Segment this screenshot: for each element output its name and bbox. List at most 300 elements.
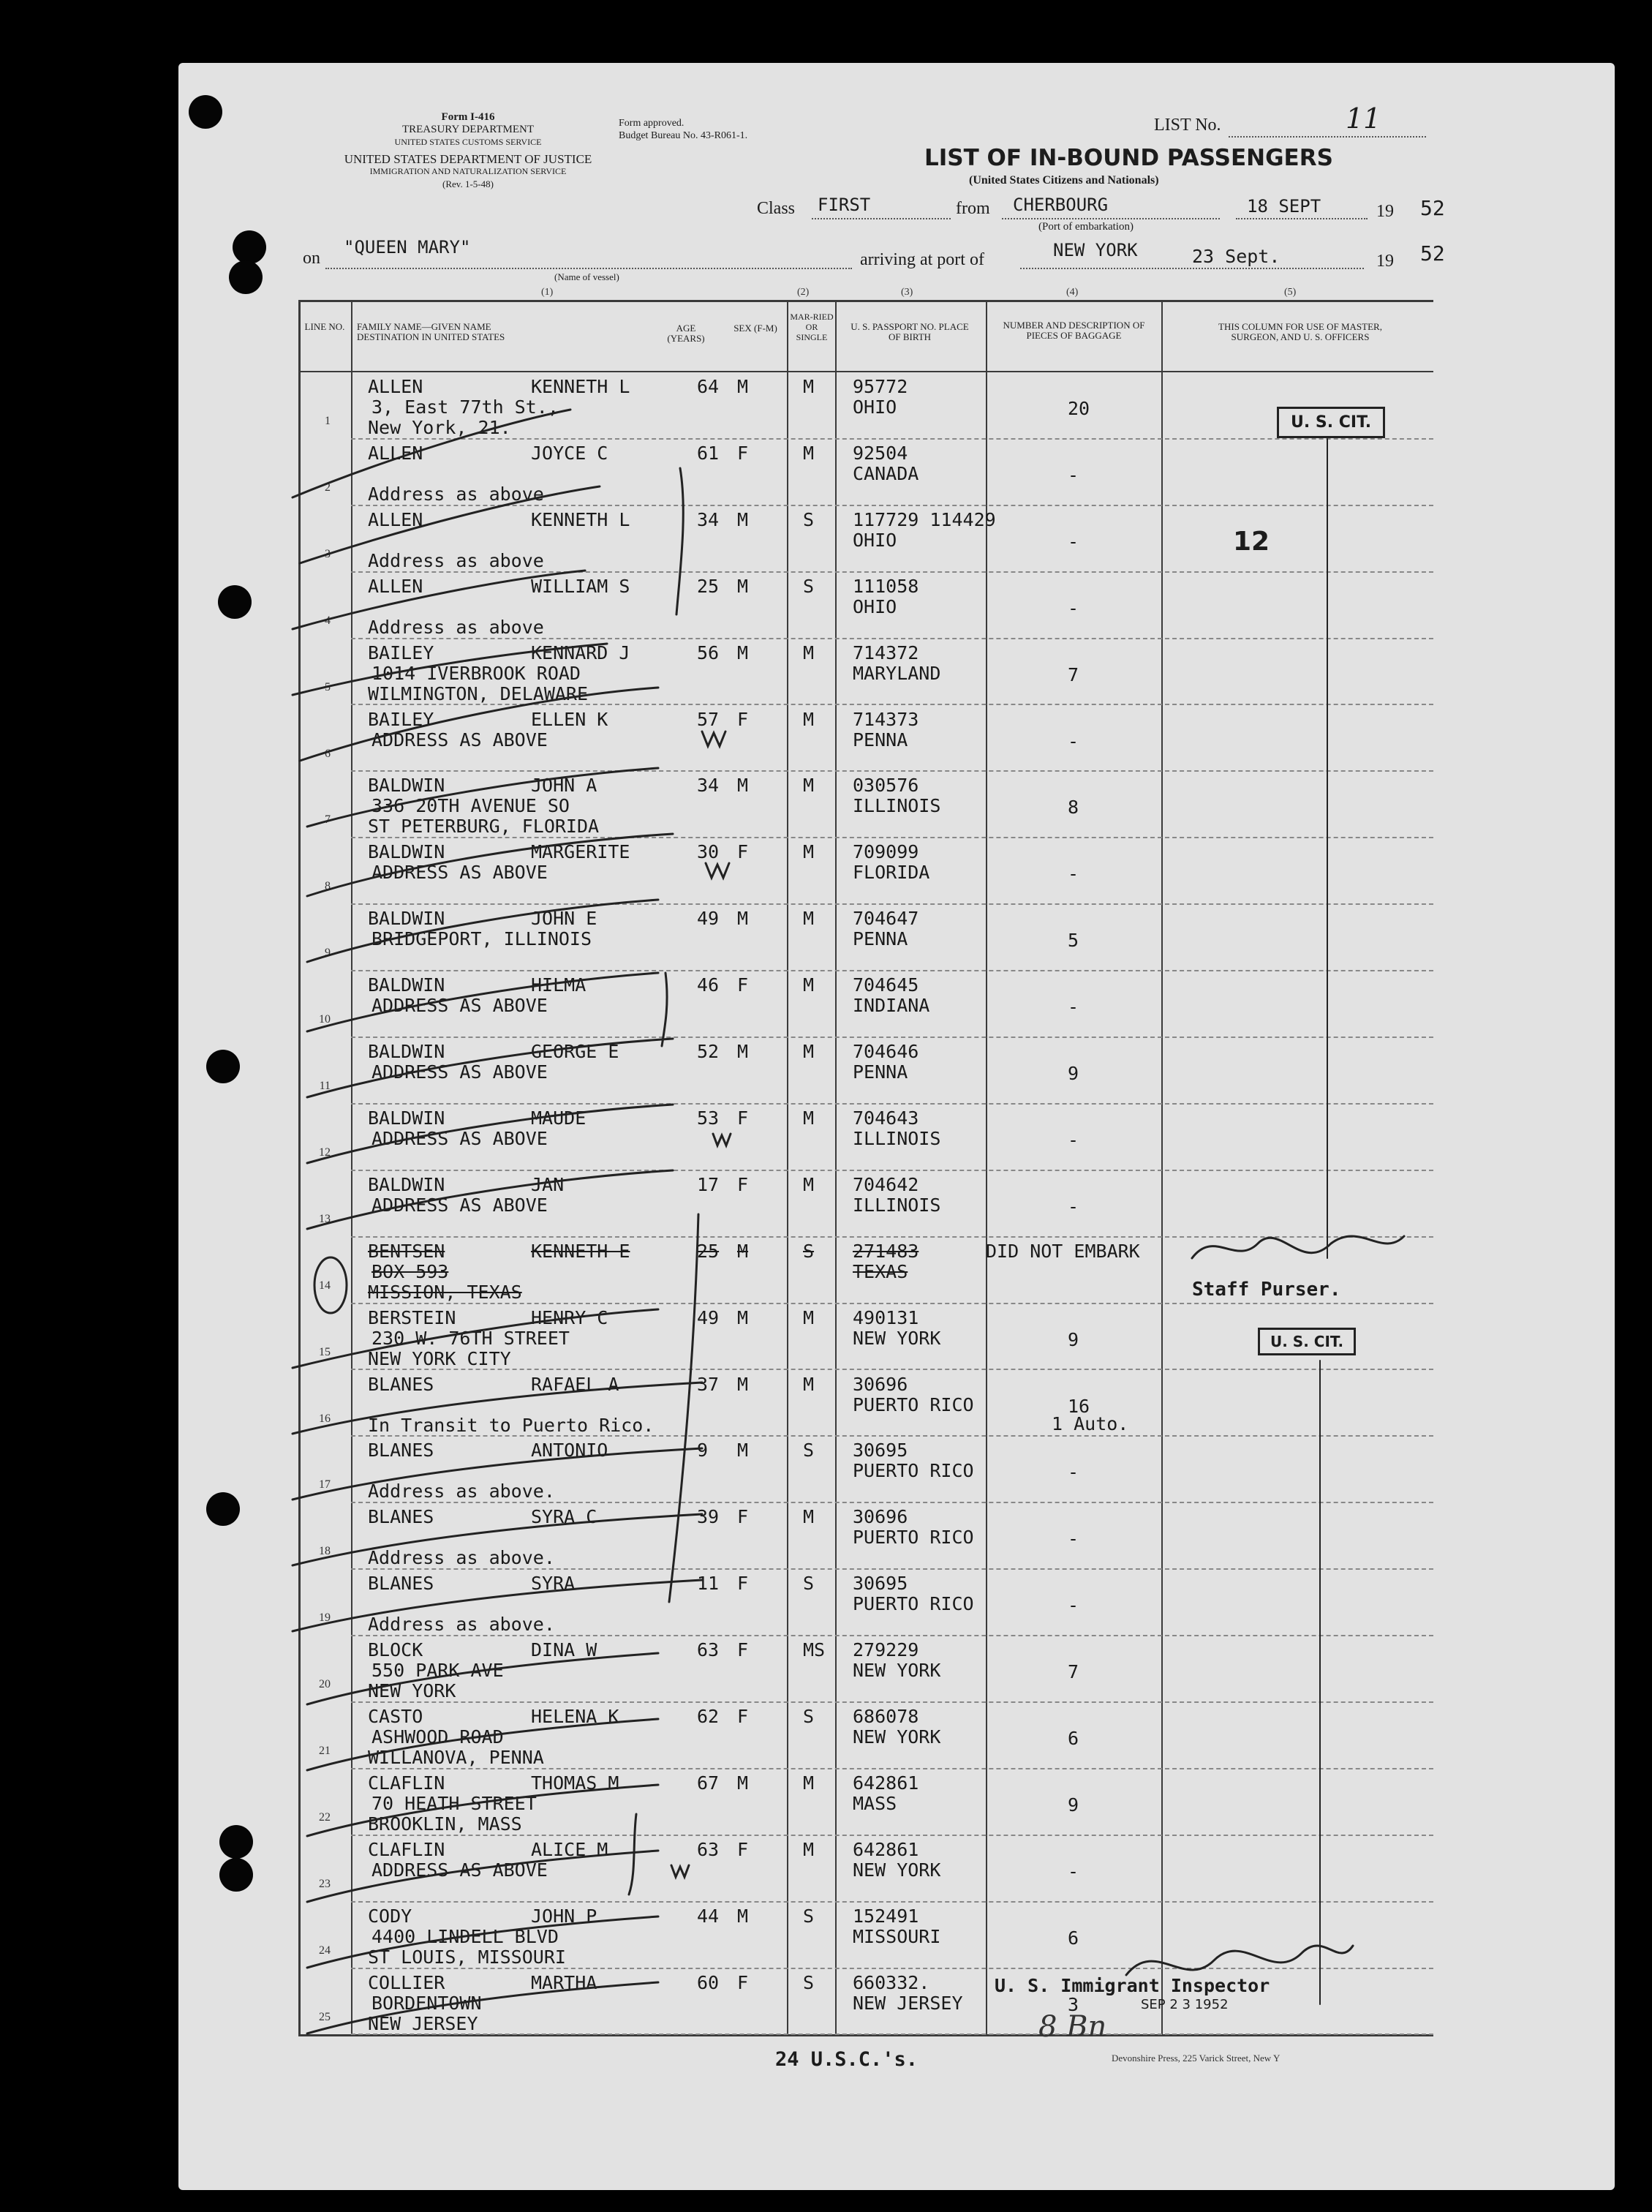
table-row: [298, 1835, 1433, 1902]
us-citizen-stamp-2: U. S. CIT.: [1258, 1328, 1356, 1355]
age: 44: [697, 1905, 720, 1927]
table-border-top: [298, 300, 1433, 302]
baggage: 9: [1068, 1063, 1079, 1084]
port-embark-caption: (Port of embarkation): [1038, 221, 1134, 233]
us-citizen-stamp: U. S. CIT.: [1277, 407, 1385, 438]
vessel-name: "QUEEN MARY": [344, 237, 471, 257]
birthplace: TEXAS: [853, 1260, 908, 1282]
passport-number: 30696: [853, 1373, 908, 1395]
col-number-2: (2): [797, 287, 810, 298]
baggage: -: [1068, 996, 1079, 1018]
line-number: 24: [319, 1944, 331, 1957]
line-number: 19: [319, 1611, 331, 1625]
passport-number: 117729 114429: [853, 508, 996, 530]
age: 62: [697, 1706, 720, 1727]
passport-number: 714373: [853, 708, 919, 730]
age: 63: [697, 1639, 720, 1661]
age: 56: [697, 642, 720, 663]
table-row: [298, 1104, 1433, 1170]
marital-status: S: [803, 1905, 815, 1927]
passport-number: 704647: [853, 908, 919, 930]
surname: BALDWIN: [368, 908, 445, 930]
surname: BENTSEN: [368, 1240, 445, 1262]
surname: BLANES: [368, 1373, 434, 1395]
sex: M: [737, 508, 749, 530]
age: 49: [697, 1306, 720, 1328]
address-line-1: 336 20TH AVENUE SO: [371, 795, 570, 817]
sex: F: [737, 974, 749, 996]
table-row: [298, 1769, 1433, 1835]
table-row: [298, 904, 1433, 971]
treasury-label: TREASURY DEPARTMENT: [401, 124, 535, 135]
sex: M: [737, 1306, 749, 1328]
marital-status: S: [803, 575, 815, 597]
surname: ALLEN: [368, 442, 423, 464]
punch-hole: [229, 260, 263, 294]
table-row: [298, 1037, 1433, 1104]
marital-status: MS: [803, 1639, 826, 1661]
address-line-1: 70 HEATH STREET: [371, 1792, 537, 1814]
birthplace: NEW YORK: [853, 1327, 941, 1349]
age: 49: [697, 908, 720, 930]
sex: M: [737, 642, 749, 663]
passport-number: 686078: [853, 1706, 919, 1727]
birthplace: NEW YORK: [853, 1859, 941, 1881]
sex: F: [737, 1173, 749, 1195]
given-name: JOHN A: [531, 775, 597, 797]
marital-status: S: [803, 1440, 815, 1462]
vessel-caption: (Name of vessel): [554, 271, 619, 282]
sex: M: [737, 908, 749, 930]
marital-status: S: [803, 508, 815, 530]
given-name: THOMAS M: [531, 1772, 619, 1794]
birthplace: ILLINOIS: [853, 1194, 941, 1216]
birthplace: NEW JERSEY: [853, 1992, 963, 2014]
revision-label: (Rev. 1-5-48): [442, 178, 494, 189]
baggage: -: [1068, 530, 1079, 552]
list-number: 11: [1346, 102, 1381, 135]
address-line-2: NEW YORK CITY: [368, 1347, 511, 1369]
given-name: RAFAEL A: [531, 1373, 619, 1395]
budget-bureau: Budget Bureau No. 43-R061-1.: [619, 130, 748, 141]
sex: M: [737, 575, 749, 597]
given-name: HELENA K: [531, 1706, 619, 1727]
age: 46: [697, 974, 720, 996]
justice-label: UNITED STATES DEPARTMENT OF JUSTICE: [344, 152, 592, 166]
birthplace: NEW YORK: [853, 1660, 941, 1682]
line-number: 4: [325, 614, 331, 627]
address-line-1: BOX 593: [371, 1260, 449, 1282]
marital-status: M: [803, 1107, 815, 1129]
form-number: Form I-416: [441, 111, 495, 123]
address-line-1: ADDRESS AS ABOVE: [371, 1127, 548, 1149]
passport-number: 30695: [853, 1440, 908, 1462]
marital-status: M: [803, 442, 815, 464]
line-number: 21: [319, 1745, 331, 1757]
sex: F: [737, 1639, 749, 1661]
class-dots: [812, 218, 951, 219]
marital-status: M: [803, 1506, 815, 1528]
address-line-2: Address as above.: [368, 1547, 555, 1569]
baggage: 16: [1068, 1395, 1090, 1417]
line-number: 8: [325, 880, 331, 893]
punch-hole: [206, 1492, 240, 1526]
surname: BERSTEIN: [368, 1306, 456, 1328]
age: 63: [697, 1838, 720, 1860]
passport-number: 714372: [853, 642, 919, 663]
baggage: -: [1068, 597, 1079, 619]
surname: CLAFLIN: [368, 1772, 445, 1794]
given-name: HENRY C: [531, 1306, 608, 1328]
marital-status: M: [803, 1041, 815, 1062]
passport-number: 030576: [853, 775, 919, 797]
surname: BAILEY: [368, 708, 434, 730]
header-line-no: LINE NO.: [304, 321, 345, 332]
col-number-3: (3): [901, 287, 913, 298]
address-line-2: In Transit to Puerto Rico.: [368, 1414, 655, 1436]
surname: BALDWIN: [368, 1173, 445, 1195]
line-number: 25: [319, 2010, 331, 2023]
immigrant-inspector-label: U. S. Immigrant Inspector: [995, 1975, 1270, 1996]
passport-number: 704645: [853, 974, 919, 996]
line-number: 22: [319, 1810, 331, 1824]
passport-number: 95772: [853, 376, 908, 397]
staff-purser-label: Staff Purser.: [1192, 1279, 1341, 1301]
passport-number: 709099: [853, 841, 919, 863]
given-name: ALICE M: [531, 1838, 608, 1860]
table-row: [298, 1702, 1433, 1769]
sex: F: [737, 841, 749, 863]
address-line-2: Address as above: [368, 549, 544, 571]
sex: M: [737, 1772, 749, 1794]
address-line-1: 3, East 77th St.,: [371, 396, 559, 418]
baggage: -: [1068, 1129, 1079, 1151]
baggage: 6: [1068, 1927, 1079, 1949]
table-row: [298, 1636, 1433, 1702]
age: 64: [697, 376, 720, 397]
baggage-extra: 1 Auto.: [1052, 1412, 1129, 1434]
marital-status: M: [803, 642, 815, 663]
baggage: -: [1068, 1595, 1079, 1617]
birthplace: ILLINOIS: [853, 1127, 941, 1149]
surname: ALLEN: [368, 376, 423, 397]
age: 34: [697, 508, 720, 530]
age: 37: [697, 1373, 720, 1395]
class-value: FIRST: [818, 195, 871, 215]
from-dots: [1002, 218, 1220, 219]
baggage: 20: [1068, 398, 1090, 419]
marital-status: S: [803, 1971, 815, 1993]
list-label: LIST No.: [1154, 116, 1221, 135]
baggage: DID NOT EMBARK: [986, 1240, 1140, 1262]
marital-status: M: [803, 1838, 815, 1860]
table-row: [298, 971, 1433, 1037]
baggage: 3: [1068, 1993, 1079, 2015]
table-row: [298, 572, 1433, 639]
surname: BLANES: [368, 1506, 434, 1528]
surname: CASTO: [368, 1706, 423, 1727]
age: 57: [697, 708, 720, 730]
line-number: 20: [319, 1678, 331, 1691]
given-name: WILLIAM S: [531, 575, 630, 597]
marital-status: M: [803, 1373, 815, 1395]
address-line-1: ADDRESS AS ABOVE: [371, 729, 548, 750]
given-name: GEORGE E: [531, 1041, 619, 1062]
baggage: -: [1068, 730, 1079, 752]
line-number: 23: [319, 1877, 331, 1890]
given-name: KENNETH E: [531, 1240, 630, 1262]
count-annotation: 12: [1233, 527, 1270, 557]
header-age: AGE (YEARS): [667, 323, 705, 344]
marital-status: S: [803, 1573, 815, 1595]
arrival-year-prefix: 19: [1376, 252, 1394, 271]
baggage: -: [1068, 863, 1079, 885]
line-number: 5: [325, 680, 331, 693]
surname: BLANES: [368, 1573, 434, 1595]
passport-number: 490131: [853, 1306, 919, 1328]
marital-status: S: [803, 1240, 815, 1262]
address-line-1: ADDRESS AS ABOVE: [371, 1859, 548, 1881]
passport-number: 271483: [853, 1240, 919, 1262]
from-label: from: [956, 199, 990, 218]
passport-number: 30696: [853, 1506, 908, 1528]
surname: ALLEN: [368, 508, 423, 530]
punch-hole: [218, 585, 252, 619]
passport-number: 642861: [853, 1838, 919, 1860]
line-number: 1: [325, 415, 331, 427]
address-line-1: BRIDGEPORT, ILLINOIS: [371, 928, 592, 950]
birthplace: OHIO: [853, 396, 897, 418]
sex: M: [737, 376, 749, 397]
line-number: 7: [325, 813, 331, 827]
sex: F: [737, 1506, 749, 1528]
address-line-1: 1014 IVERBROOK ROAD: [371, 662, 581, 684]
sex: F: [737, 1573, 749, 1595]
line-number: 18: [319, 1545, 331, 1558]
passport-number: 92504: [853, 442, 908, 464]
address-line-2: Address as above.: [368, 1614, 555, 1636]
punch-hole: [219, 1825, 253, 1859]
marital-status: S: [803, 1706, 815, 1727]
marital-status: M: [803, 708, 815, 730]
marital-status: M: [803, 775, 815, 797]
age: 39: [697, 1506, 720, 1528]
line-number: 17: [319, 1478, 331, 1491]
on-label: on: [303, 249, 320, 268]
line-number: 3: [325, 547, 331, 560]
sex: F: [737, 1107, 749, 1129]
from-value: CHERBOURG: [1013, 195, 1109, 215]
address-line-1: ADDRESS AS ABOVE: [371, 1061, 548, 1083]
given-name: MAUDE: [531, 1107, 587, 1129]
sex: M: [737, 1440, 749, 1462]
age: 34: [697, 775, 720, 797]
line-number: 15: [319, 1345, 331, 1358]
table-row: [298, 1502, 1433, 1569]
address-line-2: MISSION, TEXAS: [368, 1281, 522, 1303]
address-line-1: 4400 LINDELL BLVD: [371, 1925, 559, 1947]
baggage: 9: [1068, 1794, 1079, 1816]
surname: BALDWIN: [368, 1107, 445, 1129]
table-row: [298, 1902, 1433, 1968]
address-line-1: ADDRESS AS ABOVE: [371, 862, 548, 884]
passport-number: 30695: [853, 1573, 908, 1595]
line-number: 13: [319, 1212, 331, 1225]
line-number: 16: [319, 1412, 331, 1425]
ins-label: IMMIGRATION AND NATURALIZATION SERVICE: [369, 166, 567, 176]
given-name: SYRA: [531, 1573, 576, 1595]
age: 60: [697, 1971, 720, 1993]
sex: F: [737, 1838, 749, 1860]
printer-imprint: Devonshire Press, 225 Varick Street, New Y: [1112, 2053, 1281, 2064]
address-line-2: NEW YORK: [368, 1680, 456, 1702]
header-passport: U. S. PASSPORT NO. PLACE OF BIRTH: [850, 321, 969, 342]
page-title: LIST OF IN-BOUND PASSENGERS: [924, 145, 1333, 171]
baggage-handwritten-note: 8 Bn: [1038, 2010, 1107, 2044]
line-number: 6: [325, 747, 331, 760]
year-prefix: 19: [1376, 202, 1394, 221]
line-number: 9: [325, 947, 331, 960]
passport-number: 704646: [853, 1041, 919, 1062]
baggage: -: [1068, 1528, 1079, 1550]
table-row: [298, 705, 1433, 772]
table-row: [298, 639, 1433, 705]
vessel-dots: [325, 268, 852, 269]
age: 17: [697, 1173, 720, 1195]
surname: BLANES: [368, 1440, 434, 1462]
inspection-date-stamp: SEP 2 3 1952: [1141, 1997, 1229, 2012]
address-line-2: New York, 21.: [368, 417, 511, 438]
baggage: 9: [1068, 1328, 1079, 1350]
given-name: JOHN E: [531, 908, 597, 930]
address-line-2: ST PETERBURG, FLORIDA: [368, 816, 600, 838]
punch-hole: [233, 230, 266, 264]
birthplace: MARYLAND: [853, 662, 941, 684]
age: 25: [697, 1240, 720, 1262]
birthplace: CANADA: [853, 462, 919, 484]
given-name: ANTONIO: [531, 1440, 608, 1462]
birthplace: MASS: [853, 1792, 897, 1814]
given-name: MARGERITE: [531, 841, 630, 863]
marital-status: M: [803, 1173, 815, 1195]
address-line-2: Address as above.: [368, 1481, 555, 1502]
embark-date: 18 SEPT: [1247, 196, 1321, 217]
surname: CLAFLIN: [368, 1838, 445, 1860]
age: 11: [697, 1573, 720, 1595]
punch-hole: [189, 95, 222, 129]
address-line-2: WILMINGTON, DELAWARE: [368, 682, 589, 704]
birthplace: PUERTO RICO: [853, 1393, 974, 1415]
marital-status: M: [803, 376, 815, 397]
year-value: 52: [1420, 196, 1445, 220]
baggage: -: [1068, 464, 1079, 486]
address-line-1: ASHWOOD ROAD: [371, 1726, 504, 1748]
given-name: JOHN P: [531, 1905, 597, 1927]
table-row: [298, 439, 1433, 505]
birthplace: INDIANA: [853, 995, 930, 1017]
col-number-5: (5): [1284, 287, 1297, 298]
line-number: 10: [319, 1013, 331, 1026]
arrival-date: 23 Sept.: [1192, 246, 1281, 267]
birthplace: OHIO: [853, 595, 897, 617]
baggage: -: [1068, 1462, 1079, 1483]
given-name: MARTHA: [531, 1971, 597, 1993]
line-number: 11: [319, 1080, 331, 1092]
arrival-year: 52: [1420, 241, 1445, 266]
baggage: 7: [1068, 1661, 1079, 1683]
birthplace: OHIO: [853, 529, 897, 551]
line-number: 12: [319, 1146, 331, 1159]
passport-number: 279229: [853, 1639, 919, 1661]
passport-number: 704643: [853, 1107, 919, 1129]
given-name: SYRA C: [531, 1506, 597, 1528]
marital-status: M: [803, 1306, 815, 1328]
surname: CODY: [368, 1905, 412, 1927]
birthplace: NEW YORK: [853, 1726, 941, 1748]
age: 61: [697, 442, 720, 464]
baggage: 6: [1068, 1728, 1079, 1749]
passport-number: 642861: [853, 1772, 919, 1794]
marital-status: M: [803, 974, 815, 996]
age: 53: [697, 1107, 720, 1129]
arriving-label: arriving at port of: [860, 250, 984, 269]
punch-hole: [219, 1858, 253, 1892]
age: 67: [697, 1772, 720, 1794]
sex: F: [737, 1706, 749, 1727]
sex: M: [737, 1240, 749, 1262]
address-line-1: ADDRESS AS ABOVE: [371, 995, 548, 1017]
page-subtitle: (United States Citizens and Nationals): [969, 174, 1159, 187]
marital-status: M: [803, 1772, 815, 1794]
surname: BALDWIN: [368, 1041, 445, 1062]
customs-label: UNITED STATES CUSTOMS SERVICE: [394, 137, 542, 147]
address-line-2: Address as above: [368, 483, 544, 505]
address-line-2: ST LOUIS, MISSOURI: [368, 1946, 566, 1968]
class-label: Class: [757, 199, 796, 218]
line-number: 14: [319, 1279, 331, 1292]
surname: COLLIER: [368, 1971, 445, 1993]
age: 9: [697, 1440, 709, 1462]
form-approved: Form approved.: [619, 118, 684, 129]
surname: BALDWIN: [368, 775, 445, 797]
arrival-dots: [1020, 268, 1364, 269]
surname: ALLEN: [368, 575, 423, 597]
given-name: KENNARD J: [531, 642, 630, 663]
given-name: JOYCE C: [531, 442, 608, 464]
marital-status: M: [803, 908, 815, 930]
table-row: [298, 1370, 1433, 1437]
budget-block: [619, 117, 747, 142]
header-name: FAMILY NAME—GIVEN NAME DESTINATION IN UNITED STATES: [357, 321, 505, 342]
given-name: JAN: [531, 1173, 565, 1195]
birthplace: ILLINOIS: [853, 795, 941, 817]
given-name: KENNETH L: [531, 508, 630, 530]
passenger-table: [298, 300, 1433, 2036]
given-name: HILMA: [531, 974, 587, 996]
birthplace: PENNA: [853, 1061, 908, 1083]
birthplace: MISSOURI: [853, 1925, 941, 1947]
table-row: [298, 838, 1433, 904]
address-line-2: Address as above: [368, 616, 544, 638]
surname: BALDWIN: [368, 974, 445, 996]
surname: BLOCK: [368, 1639, 423, 1661]
address-line-2: WILLANOVA, PENNA: [368, 1747, 544, 1768]
punch-hole: [206, 1050, 240, 1083]
surname: BAILEY: [368, 642, 434, 663]
baggage: -: [1068, 1195, 1079, 1217]
sex: M: [737, 1905, 749, 1927]
table-row: [298, 1569, 1433, 1636]
